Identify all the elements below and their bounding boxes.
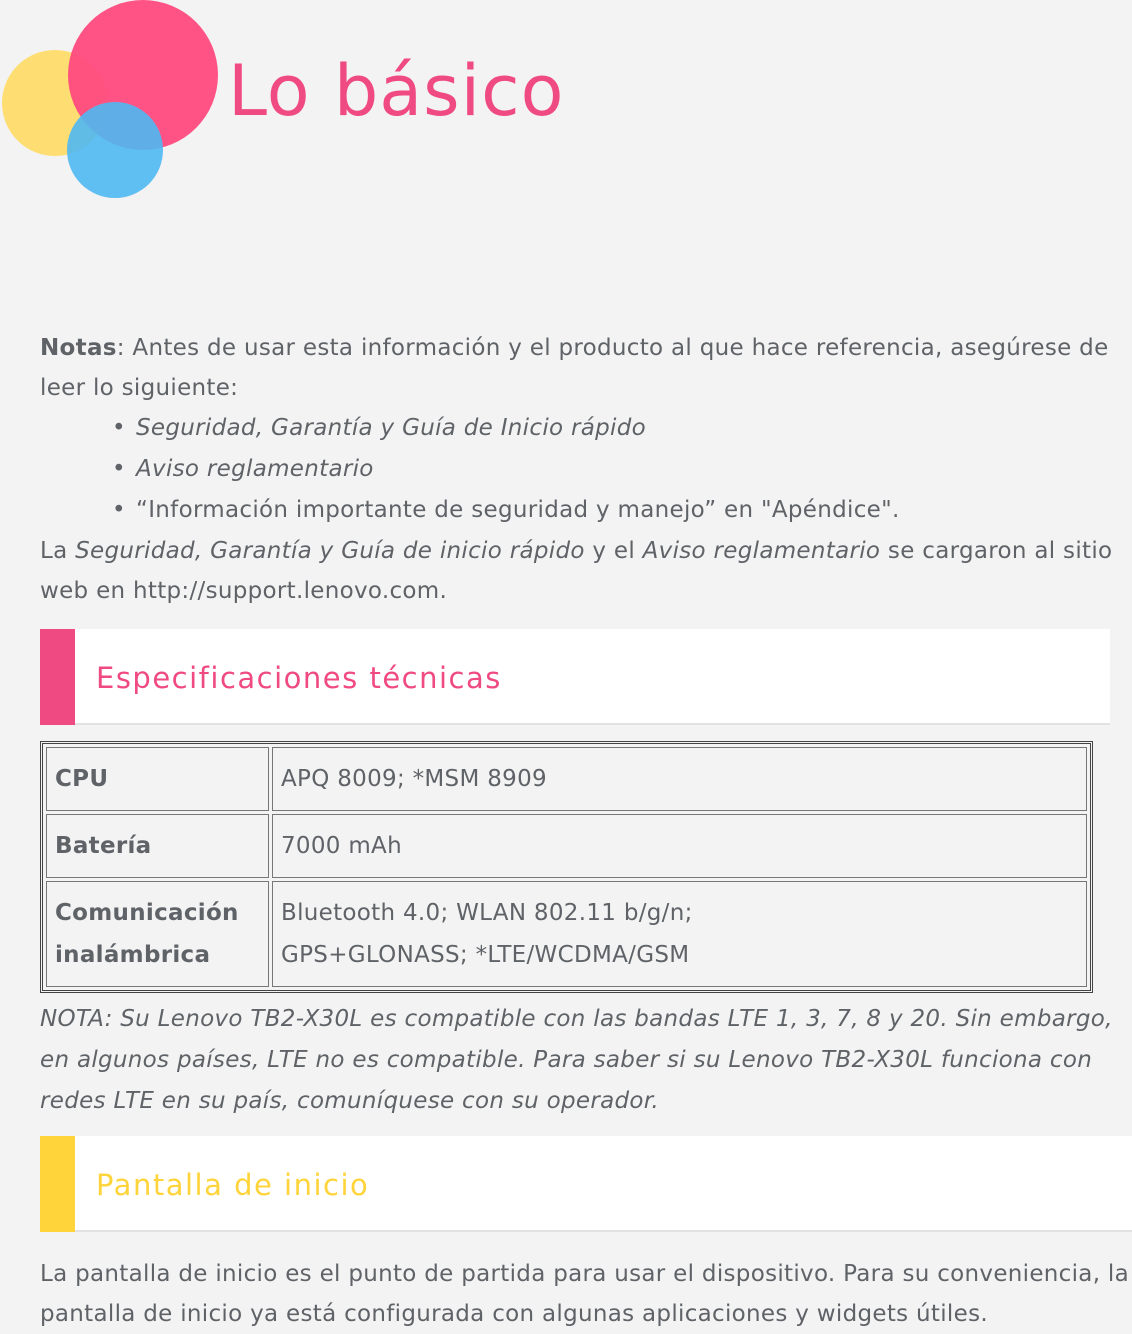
spec-value-line: GPS+GLONASS; *LTE/WCDMA/GSM <box>281 942 690 968</box>
spec-value: 7000 mAh <box>272 814 1087 878</box>
notes-label: Notas <box>40 335 117 361</box>
section-title-specs: Especificaciones técnicas <box>96 661 502 695</box>
section-title-home: Pantalla de inicio <box>96 1168 370 1202</box>
section-header-home <box>40 1136 1132 1232</box>
notes-paragraph <box>40 328 1132 408</box>
lenovo-circles-logo <box>0 0 230 210</box>
docs-text: se cargaron al sitio web en http://support.lenovo.com. <box>40 538 1113 604</box>
section-accent-bar <box>40 629 75 725</box>
table-row <box>46 881 1087 987</box>
spec-key: Comunicación inalámbrica <box>46 881 269 987</box>
list-item: • Aviso reglamentario <box>136 449 1132 490</box>
spec-value-line: Bluetooth 4.0; WLAN 802.11 b/g/n; <box>281 900 693 926</box>
docs-paragraph <box>40 531 1132 611</box>
main-content <box>40 328 1132 1334</box>
lte-note: NOTA: Su Lenovo TB2-X30L es compatible con las bandas LTE 1, 3, 7, 8 y 20. Sin embargo, en algunos países, LTE no es compatible. Para saber si su Lenovo TB2-X30L funciona con redes LTE en su país, comuníquese con su operador. <box>40 1006 1113 1114</box>
page-title: Lo básico <box>228 50 565 132</box>
list-item: • Seguridad, Garantía y Guía de Inicio rápido <box>136 408 1132 449</box>
spec-value: APQ 8009; *MSM 8909 <box>272 747 1087 811</box>
notes-intro: : Antes de usar esta información y el producto al que hace referencia, asegúrese de leer lo siguiente: <box>40 335 1109 401</box>
list-item: • “Información importante de seguridad y manejo” en "Apéndice". <box>136 490 1132 531</box>
home-description: La pantalla de inicio es el punto de partida para usar el dispositivo. Para su conveniencia, la pantalla de inicio ya está configurada con algunas aplicaciones y widgets útiles. <box>40 1261 1130 1327</box>
notes-list <box>40 408 1132 531</box>
docs-text: La <box>40 538 76 564</box>
spec-key: Batería <box>46 814 269 878</box>
doc-title-regulatory: Aviso reglamentario <box>642 538 881 564</box>
spec-value <box>272 881 1087 987</box>
docs-text: y el <box>584 538 643 564</box>
specs-table <box>40 741 1093 993</box>
table-row <box>46 814 1087 878</box>
section-accent-bar <box>40 1136 75 1232</box>
section-header-specs <box>40 629 1110 725</box>
doc-title-safety: Seguridad, Garantía y Guía de inicio rápido <box>75 538 585 564</box>
table-row <box>46 747 1087 811</box>
spec-key: CPU <box>46 747 269 811</box>
